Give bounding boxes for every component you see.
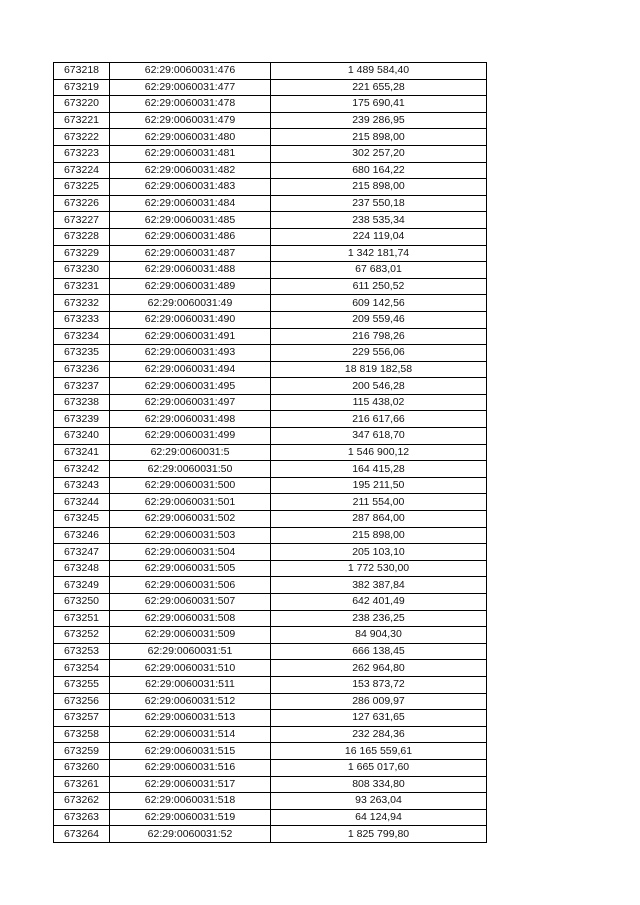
row-number-cell: 673261 [54, 776, 110, 793]
cadastral-number-cell: 62:29:0060031:52 [110, 826, 271, 843]
table-row [54, 411, 487, 428]
table-row [54, 643, 487, 660]
cadastral-number-cell: 62:29:0060031:509 [110, 627, 271, 644]
cadastral-number-cell: 62:29:0060031:479 [110, 112, 271, 129]
cadastral-value-cell: 1 772 530,00 [271, 560, 487, 577]
cadastral-value-cell: 205 103,10 [271, 544, 487, 561]
row-number-cell: 673224 [54, 162, 110, 179]
cadastral-number-cell: 62:29:0060031:500 [110, 477, 271, 494]
cadastral-number-cell: 62:29:0060031:491 [110, 328, 271, 345]
cadastral-value-cell: 195 211,50 [271, 477, 487, 494]
row-number-cell: 673259 [54, 743, 110, 760]
table-row [54, 278, 487, 295]
cadastral-value-cell: 237 550,18 [271, 195, 487, 212]
cadastral-value-table [53, 62, 487, 843]
table-row [54, 743, 487, 760]
cadastral-number-cell: 62:29:0060031:495 [110, 378, 271, 395]
cadastral-number-cell: 62:29:0060031:481 [110, 145, 271, 162]
cadastral-value-cell: 609 142,56 [271, 295, 487, 312]
row-number-cell: 673260 [54, 759, 110, 776]
cadastral-number-cell: 62:29:0060031:489 [110, 278, 271, 295]
cadastral-value-cell: 127 631,65 [271, 710, 487, 727]
table-row [54, 826, 487, 843]
cadastral-value-cell: 216 617,66 [271, 411, 487, 428]
row-number-cell: 673230 [54, 262, 110, 279]
row-number-cell: 673222 [54, 129, 110, 146]
table-row [54, 726, 487, 743]
row-number-cell: 673220 [54, 96, 110, 113]
table-row [54, 594, 487, 611]
row-number-cell: 673232 [54, 295, 110, 312]
cadastral-value-cell: 642 401,49 [271, 594, 487, 611]
cadastral-value-cell: 175 690,41 [271, 96, 487, 113]
table-body [54, 63, 487, 843]
cadastral-number-cell: 62:29:0060031:516 [110, 759, 271, 776]
cadastral-value-cell: 1 489 584,40 [271, 63, 487, 80]
row-number-cell: 673245 [54, 511, 110, 528]
cadastral-value-cell: 232 284,36 [271, 726, 487, 743]
cadastral-value-cell: 16 165 559,61 [271, 743, 487, 760]
cadastral-value-cell: 302 257,20 [271, 145, 487, 162]
table-row [54, 627, 487, 644]
table-row [54, 660, 487, 677]
cadastral-value-cell: 229 556,06 [271, 345, 487, 362]
table-row [54, 63, 487, 80]
cadastral-number-cell: 62:29:0060031:517 [110, 776, 271, 793]
cadastral-value-cell: 680 164,22 [271, 162, 487, 179]
row-number-cell: 673238 [54, 394, 110, 411]
row-number-cell: 673233 [54, 311, 110, 328]
table-row [54, 759, 487, 776]
cadastral-number-cell: 62:29:0060031:50 [110, 461, 271, 478]
cadastral-number-cell: 62:29:0060031:478 [110, 96, 271, 113]
table-row [54, 494, 487, 511]
cadastral-number-cell: 62:29:0060031:485 [110, 212, 271, 229]
cadastral-value-cell: 1 665 017,60 [271, 759, 487, 776]
cadastral-number-cell: 62:29:0060031:482 [110, 162, 271, 179]
cadastral-number-cell: 62:29:0060031:504 [110, 544, 271, 561]
table-row [54, 345, 487, 362]
table-row [54, 793, 487, 810]
table-row [54, 693, 487, 710]
cadastral-number-cell: 62:29:0060031:508 [110, 610, 271, 627]
row-number-cell: 673228 [54, 228, 110, 245]
cadastral-value-cell: 1 342 181,74 [271, 245, 487, 262]
table-row [54, 212, 487, 229]
cadastral-number-cell: 62:29:0060031:49 [110, 295, 271, 312]
cadastral-value-cell: 215 898,00 [271, 129, 487, 146]
cadastral-number-cell: 62:29:0060031:512 [110, 693, 271, 710]
cadastral-value-cell: 239 286,95 [271, 112, 487, 129]
table-row [54, 262, 487, 279]
cadastral-value-cell: 808 334,80 [271, 776, 487, 793]
cadastral-value-cell: 1 825 799,80 [271, 826, 487, 843]
cadastral-number-cell: 62:29:0060031:505 [110, 560, 271, 577]
cadastral-value-cell: 64 124,94 [271, 809, 487, 826]
cadastral-value-cell: 666 138,45 [271, 643, 487, 660]
row-number-cell: 673262 [54, 793, 110, 810]
cadastral-number-cell: 62:29:0060031:490 [110, 311, 271, 328]
cadastral-value-cell: 238 236,25 [271, 610, 487, 627]
cadastral-number-cell: 62:29:0060031:486 [110, 228, 271, 245]
cadastral-number-cell: 62:29:0060031:488 [110, 262, 271, 279]
cadastral-value-cell: 347 618,70 [271, 428, 487, 445]
row-number-cell: 673231 [54, 278, 110, 295]
table-row [54, 195, 487, 212]
cadastral-number-cell: 62:29:0060031:518 [110, 793, 271, 810]
table-row [54, 461, 487, 478]
cadastral-number-cell: 62:29:0060031:511 [110, 676, 271, 693]
cadastral-value-cell: 1 546 900,12 [271, 444, 487, 461]
row-number-cell: 673246 [54, 527, 110, 544]
cadastral-value-cell: 382 387,84 [271, 577, 487, 594]
cadastral-number-cell: 62:29:0060031:477 [110, 79, 271, 96]
cadastral-number-cell: 62:29:0060031:506 [110, 577, 271, 594]
row-number-cell: 673229 [54, 245, 110, 262]
table-row [54, 394, 487, 411]
row-number-cell: 673221 [54, 112, 110, 129]
row-number-cell: 673254 [54, 660, 110, 677]
table-row [54, 527, 487, 544]
table-row [54, 560, 487, 577]
row-number-cell: 673225 [54, 179, 110, 196]
cadastral-value-cell: 211 554,00 [271, 494, 487, 511]
cadastral-value-cell: 287 864,00 [271, 511, 487, 528]
table-row [54, 145, 487, 162]
cadastral-number-cell: 62:29:0060031:503 [110, 527, 271, 544]
cadastral-value-cell: 216 798,26 [271, 328, 487, 345]
row-number-cell: 673242 [54, 461, 110, 478]
table-row [54, 428, 487, 445]
table-row [54, 112, 487, 129]
cadastral-value-cell: 153 873,72 [271, 676, 487, 693]
cadastral-value-cell: 286 009,97 [271, 693, 487, 710]
row-number-cell: 673226 [54, 195, 110, 212]
cadastral-number-cell: 62:29:0060031:498 [110, 411, 271, 428]
cadastral-value-cell: 209 559,46 [271, 311, 487, 328]
cadastral-number-cell: 62:29:0060031:507 [110, 594, 271, 611]
row-number-cell: 673236 [54, 361, 110, 378]
row-number-cell: 673237 [54, 378, 110, 395]
table-row [54, 179, 487, 196]
cadastral-value-cell: 238 535,34 [271, 212, 487, 229]
cadastral-value-cell: 200 546,28 [271, 378, 487, 395]
table-row [54, 577, 487, 594]
cadastral-value-cell: 18 819 182,58 [271, 361, 487, 378]
table-row [54, 79, 487, 96]
cadastral-value-cell: 215 898,00 [271, 179, 487, 196]
row-number-cell: 673257 [54, 710, 110, 727]
cadastral-value-cell: 262 964,80 [271, 660, 487, 677]
row-number-cell: 673240 [54, 428, 110, 445]
table-row [54, 610, 487, 627]
cadastral-number-cell: 62:29:0060031:5 [110, 444, 271, 461]
cadastral-number-cell: 62:29:0060031:513 [110, 710, 271, 727]
table-row [54, 96, 487, 113]
row-number-cell: 673218 [54, 63, 110, 80]
row-number-cell: 673256 [54, 693, 110, 710]
cadastral-number-cell: 62:29:0060031:519 [110, 809, 271, 826]
table-row [54, 162, 487, 179]
table-row [54, 311, 487, 328]
table-row [54, 245, 487, 262]
cadastral-number-cell: 62:29:0060031:510 [110, 660, 271, 677]
table-row [54, 809, 487, 826]
row-number-cell: 673258 [54, 726, 110, 743]
cadastral-value-cell: 611 250,52 [271, 278, 487, 295]
cadastral-value-cell: 164 415,28 [271, 461, 487, 478]
cadastral-value-cell: 215 898,00 [271, 527, 487, 544]
table-row [54, 129, 487, 146]
row-number-cell: 673252 [54, 627, 110, 644]
table-row [54, 776, 487, 793]
table-row [54, 710, 487, 727]
cadastral-number-cell: 62:29:0060031:493 [110, 345, 271, 362]
row-number-cell: 673264 [54, 826, 110, 843]
cadastral-number-cell: 62:29:0060031:497 [110, 394, 271, 411]
cadastral-number-cell: 62:29:0060031:515 [110, 743, 271, 760]
table-row [54, 544, 487, 561]
cadastral-number-cell: 62:29:0060031:499 [110, 428, 271, 445]
cadastral-value-cell: 84 904,30 [271, 627, 487, 644]
row-number-cell: 673227 [54, 212, 110, 229]
cadastral-value-cell: 67 683,01 [271, 262, 487, 279]
table-row [54, 511, 487, 528]
cadastral-number-cell: 62:29:0060031:480 [110, 129, 271, 146]
table-row [54, 295, 487, 312]
table-row [54, 378, 487, 395]
cadastral-value-cell: 224 119,04 [271, 228, 487, 245]
cadastral-number-cell: 62:29:0060031:484 [110, 195, 271, 212]
cadastral-number-cell: 62:29:0060031:483 [110, 179, 271, 196]
table-row [54, 477, 487, 494]
table-row [54, 676, 487, 693]
row-number-cell: 673263 [54, 809, 110, 826]
row-number-cell: 673219 [54, 79, 110, 96]
table-row [54, 361, 487, 378]
cadastral-value-cell: 115 438,02 [271, 394, 487, 411]
row-number-cell: 673255 [54, 676, 110, 693]
row-number-cell: 673235 [54, 345, 110, 362]
row-number-cell: 673250 [54, 594, 110, 611]
cadastral-value-cell: 221 655,28 [271, 79, 487, 96]
cadastral-value-cell: 93 263,04 [271, 793, 487, 810]
row-number-cell: 673251 [54, 610, 110, 627]
cadastral-number-cell: 62:29:0060031:476 [110, 63, 271, 80]
table-row [54, 328, 487, 345]
row-number-cell: 673243 [54, 477, 110, 494]
row-number-cell: 673248 [54, 560, 110, 577]
cadastral-number-cell: 62:29:0060031:51 [110, 643, 271, 660]
row-number-cell: 673241 [54, 444, 110, 461]
row-number-cell: 673249 [54, 577, 110, 594]
row-number-cell: 673239 [54, 411, 110, 428]
cadastral-number-cell: 62:29:0060031:487 [110, 245, 271, 262]
cadastral-number-cell: 62:29:0060031:501 [110, 494, 271, 511]
row-number-cell: 673247 [54, 544, 110, 561]
row-number-cell: 673253 [54, 643, 110, 660]
row-number-cell: 673223 [54, 145, 110, 162]
row-number-cell: 673234 [54, 328, 110, 345]
table-row [54, 228, 487, 245]
cadastral-number-cell: 62:29:0060031:514 [110, 726, 271, 743]
row-number-cell: 673244 [54, 494, 110, 511]
table-row [54, 444, 487, 461]
cadastral-number-cell: 62:29:0060031:502 [110, 511, 271, 528]
cadastral-number-cell: 62:29:0060031:494 [110, 361, 271, 378]
